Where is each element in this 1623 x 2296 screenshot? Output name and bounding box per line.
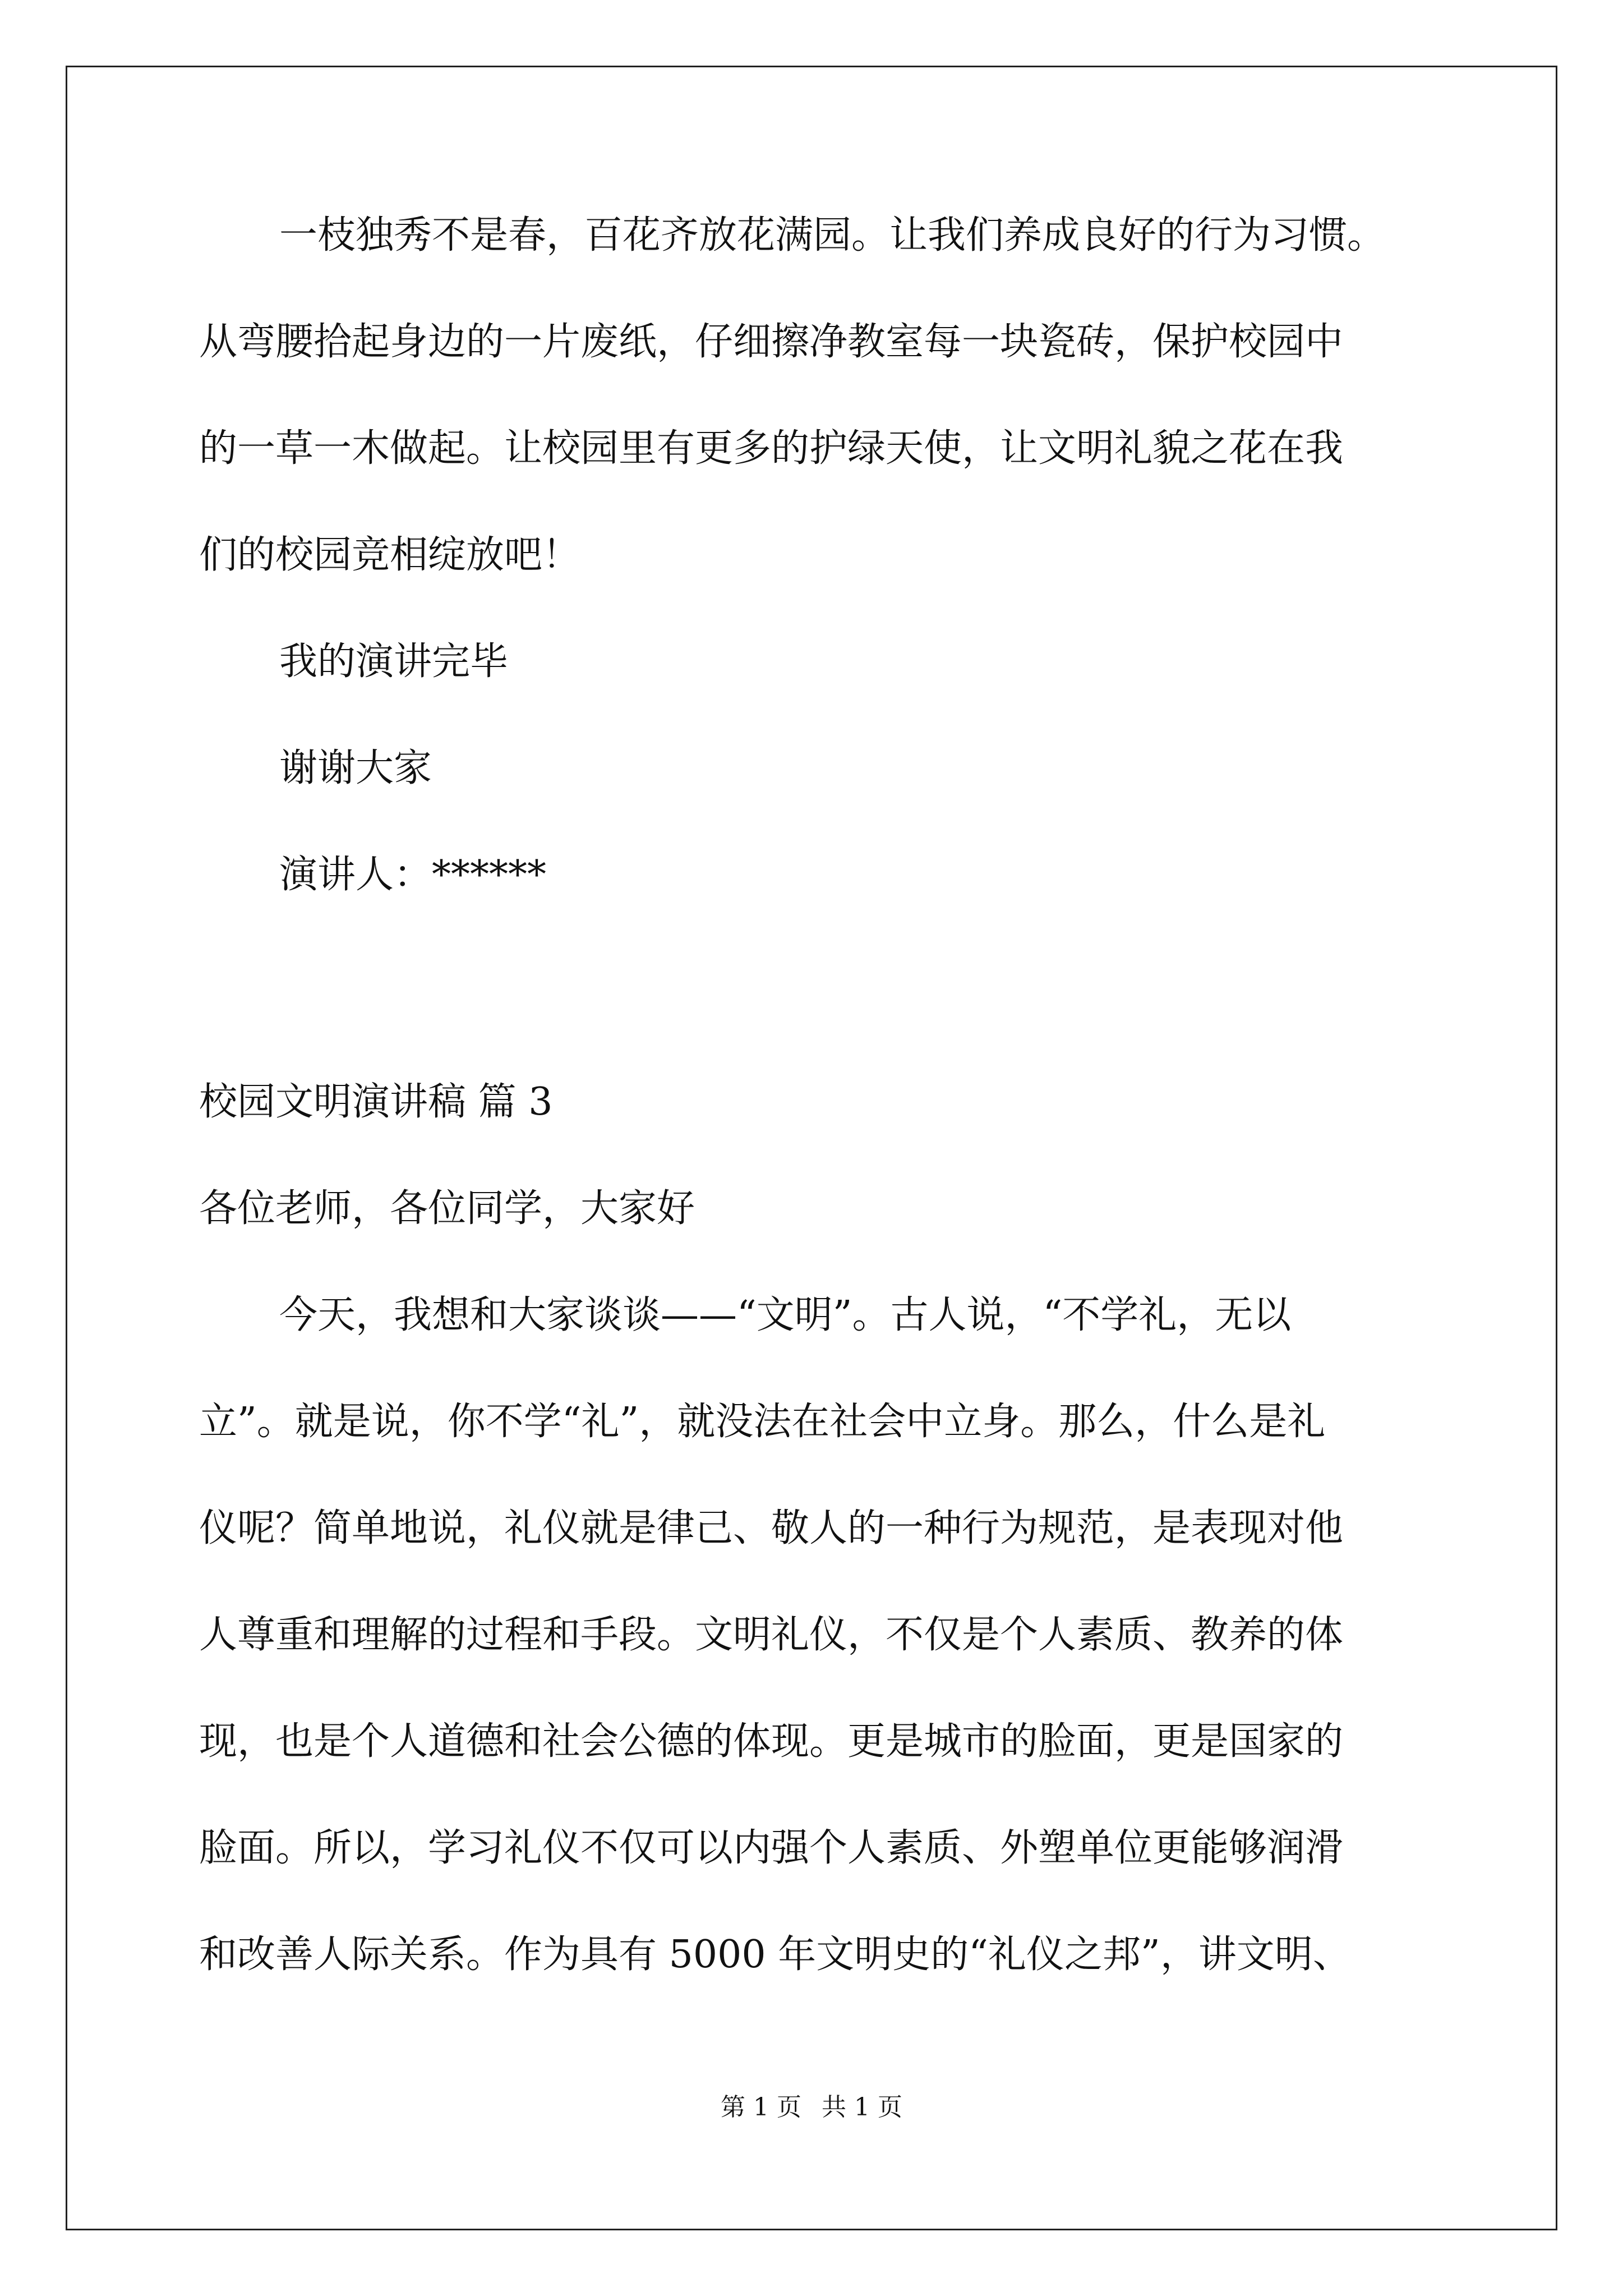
page-footer xyxy=(0,2091,1623,2124)
paragraph-line: 立”。就是说，你不学“礼”，就没法在社会中立身。那么，什么是礼 xyxy=(199,1400,1326,1444)
paragraph-line: 们的校园竞相绽放吧！ xyxy=(199,533,581,577)
paragraph-line: 一枝独秀不是春，百花齐放花满园。让我们养成良好的行为习惯。 xyxy=(279,213,1386,257)
section-3 xyxy=(199,1049,1433,2008)
page-total: 共 1 页 xyxy=(822,2093,902,2122)
paragraph-line: 脸面。所以，学习礼仪不仅可以内强个人素质、外塑单位更能够润滑 xyxy=(199,1826,1344,1870)
closing-line: 我的演讲完毕 xyxy=(279,639,509,684)
greeting-line: 各位老师，各位同学，大家好 xyxy=(199,1186,695,1231)
paragraph-line: 从弯腰拾起身边的一片废纸，仔细擦净教室每一块瓷砖，保护校园中 xyxy=(199,320,1344,364)
paragraph-line: 仪呢？简单地说，礼仪就是律己、敬人的一种行为规范，是表现对他 xyxy=(199,1506,1344,1550)
paragraph-line: 今天，我想和大家谈谈——“文明”。古人说，“不学礼，无以 xyxy=(279,1293,1292,1337)
thanks-line: 谢谢大家 xyxy=(279,746,432,790)
paragraph-line: 和改善人际关系。作为具有 5000 年文明史的“礼仪之邦”，讲文明、 xyxy=(199,1932,1351,1977)
page-number: 第 1 页 xyxy=(721,2093,801,2122)
paragraph-line: 人尊重和理解的过程和手段。文明礼仪，不仅是个人素质、教养的体 xyxy=(199,1613,1344,1657)
section-prev xyxy=(199,182,1433,928)
paragraph-line: 的一草一木做起。让校园里有更多的护绿天使，让文明礼貌之花在我 xyxy=(199,426,1344,471)
section-title: 校园文明演讲稿 篇 3 xyxy=(199,1080,553,1124)
paragraph-line: 现，也是个人道德和社会公德的体现。更是城市的脸面，更是国家的 xyxy=(199,1719,1344,1764)
speaker-line: 演讲人：****** xyxy=(279,853,547,897)
